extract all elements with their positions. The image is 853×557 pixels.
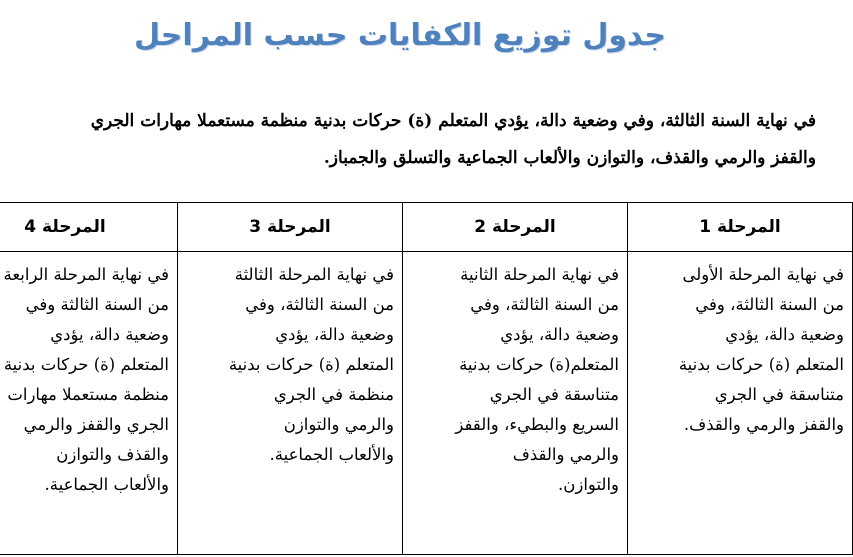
competency-statement — [0, 103, 816, 177]
stage-1-text: في نهاية المرحلة الأولى من السنة الثالثة، وفي وضعية دالة، يؤدي المتعلم (ة) حركات بدنية متناسقة في الجري والقفز والرمي والقذف. — [628, 252, 853, 555]
stages-header-row — [0, 203, 853, 252]
competency-statement-line-2: والقفز والرمي والقذف، والتوازن والألعاب الجماعية والتسلق والجمباز. — [323, 148, 816, 168]
stage-3-text: في نهاية المرحلة الثالثة من السنة الثالثة، وفي وضعية دالة، يؤدي المتعلم (ة) حركات بدنية منظمة في الجري والرمي والتوازن والألعاب الجماعية. — [178, 252, 403, 555]
competency-statement-line-1: في نهاية السنة الثالثة، وفي وضعية دالة، يؤدي المتعلم (ة) حركات بدنية منظمة مستعملا مهارات الجري — [90, 111, 816, 131]
stage-2-header: المرحلة 2 — [403, 203, 628, 252]
stage-2-text: في نهاية المرحلة الثانية من السنة الثالثة، وفي وضعية دالة، يؤدي المتعلم(ة) حركات بدنية متناسقة في الجري السريع والبطيء، والقفز والرمي والقذف والتوازن. — [403, 252, 628, 555]
stage-4-header: المرحلة 4 — [0, 203, 178, 252]
stages-table — [0, 202, 853, 555]
stage-1-header: المرحلة 1 — [628, 203, 853, 252]
stage-4-text: في نهاية المرحلة الرابعة من السنة الثالثة وفي وضعية دالة، يؤدي المتعلم (ة) حركات بدنية منظمة مستعملا مهارات الجري والقفز والرمي والقذف والتوازن والألعاب الجماعية. — [0, 252, 178, 555]
stages-content-row — [0, 252, 853, 555]
stage-3-header: المرحلة 3 — [178, 203, 403, 252]
page-title: جدول توزيع الكفايات حسب المراحل — [134, 18, 666, 53]
